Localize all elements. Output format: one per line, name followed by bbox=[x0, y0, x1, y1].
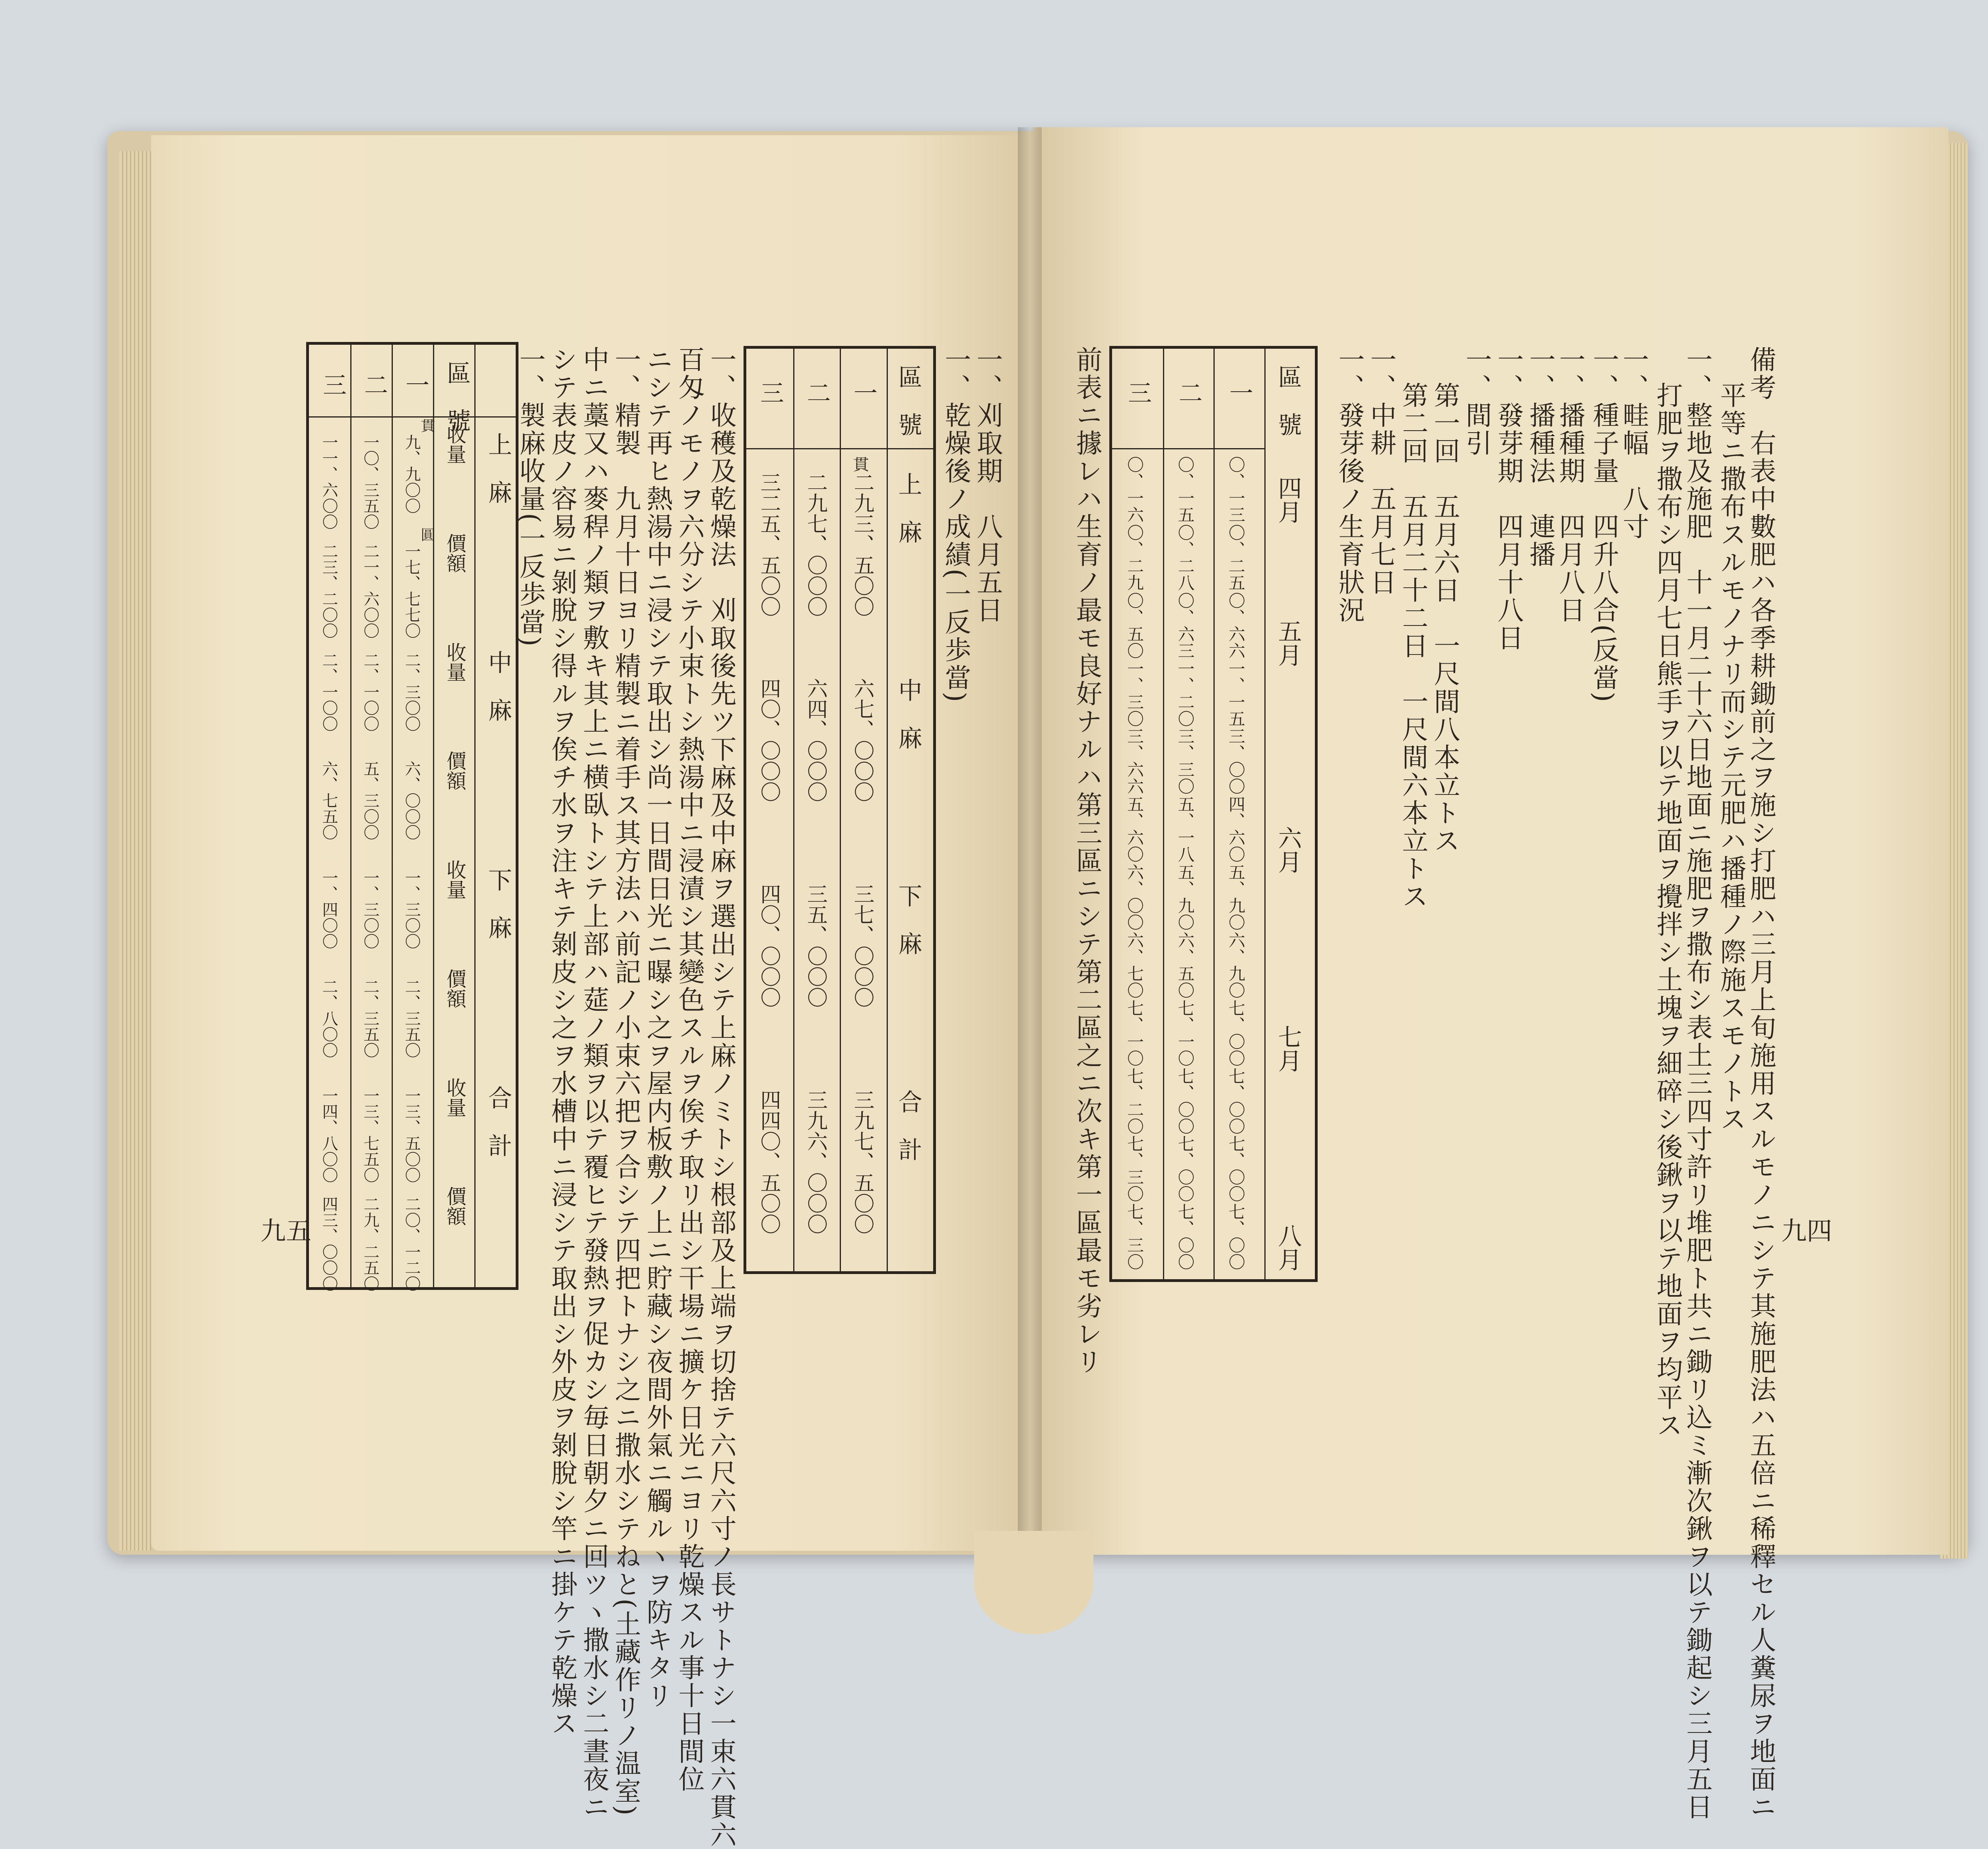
column-header: 中 麻 bbox=[894, 678, 922, 750]
yield-value: 二九、二五〇 bbox=[361, 1196, 379, 1292]
table-divider bbox=[1112, 448, 1264, 449]
right-text-line: 一、發芽期 四月十八日 bbox=[1493, 346, 1524, 652]
page-fold bbox=[974, 1531, 1093, 1634]
right-text-line: 打肥ヲ撒布シ四月七日熊手ヲ以テ地面ヲ攪拌シ土塊ヲ細碎シ後鍬ヲ以テ地面ヲ均平ス bbox=[1652, 382, 1683, 1439]
right-text-line: 平等ニ撒布スルモノナリ而シテ元肥ハ播種ノ際施スモノトス bbox=[1716, 382, 1746, 1133]
harvest-value: 三五、〇〇〇 bbox=[803, 884, 827, 1008]
growth-value: 七、二〇 bbox=[1125, 1067, 1144, 1134]
column-header: 合 計 bbox=[894, 1089, 922, 1161]
growth-value: 七、一〇 bbox=[1175, 999, 1195, 1066]
harvest-value: 二九三、五〇〇 bbox=[850, 472, 874, 617]
yield-value: 一、四〇〇 bbox=[320, 870, 338, 949]
table-divider bbox=[887, 349, 888, 1271]
harvest-value: 四〇、〇〇〇 bbox=[757, 678, 780, 802]
book-gutter bbox=[1018, 127, 1042, 1606]
growth-value: 七、三〇 bbox=[1125, 1135, 1144, 1202]
growth-value: 一、二〇 bbox=[1175, 660, 1195, 727]
group-header: 下 麻 bbox=[484, 868, 512, 939]
closing-line: 前表ニ據レハ生育ノ最モ良好ナルハ第三區ニシテ第二區之ニ次キ第一區最モ劣レリ bbox=[1072, 346, 1102, 1376]
yield-value: 二〇、一二〇 bbox=[402, 1196, 421, 1292]
yield-value: 二、一〇〇 bbox=[361, 652, 379, 732]
yield-value: 一七、七七〇 bbox=[402, 543, 421, 639]
unit-label: 貫 bbox=[850, 456, 869, 472]
table-divider bbox=[392, 345, 393, 1287]
left-page-number: 九五 bbox=[260, 1217, 311, 1246]
sub-header: 收量 bbox=[443, 642, 466, 682]
right-text-line: 第一回 五月六日 一尺間八本立トス bbox=[1429, 382, 1460, 855]
unit-label: 貫 bbox=[419, 418, 435, 433]
growth-value: 〇、六三 bbox=[1175, 592, 1195, 659]
right-text-line: 第二回 五月二十二日 一尺間六本立トス bbox=[1398, 382, 1428, 911]
yield-value: 五、三〇〇 bbox=[361, 761, 379, 841]
right-text-line: 一、畦幅 八寸 bbox=[1618, 346, 1649, 541]
yield-value: 一、三〇〇 bbox=[361, 870, 379, 949]
ku-label: 三 bbox=[1124, 381, 1152, 404]
sub-header: 價額 bbox=[443, 1186, 466, 1226]
growth-value: 五、一八 bbox=[1175, 796, 1195, 863]
right-text-line: 一、中耕 五月七日 bbox=[1366, 346, 1396, 596]
ku-label: 一 bbox=[402, 373, 429, 396]
left-text-line: シテ表皮ノ容易ニ剝脫シ得ルヲ俟チ水ヲ注キテ剝皮シ之ヲ水槽中ニ浸シテ取出シ外皮ヲ剝脫シ竿ニ掛ケテ乾燥ス bbox=[547, 346, 577, 1738]
harvest-value: 三二五、五〇〇 bbox=[757, 472, 780, 617]
yield-value: 二、三五〇 bbox=[361, 978, 379, 1058]
yield-value: 一、三〇〇 bbox=[402, 870, 421, 949]
right-text-line: 備考 右表中數肥ハ各季耕鋤前之ヲ施シ打肥ハ三月上旬施用スルモノニシテ其施肥法ハ五倍ニ稀釋セル人糞尿ヲ地面ニ bbox=[1745, 346, 1776, 1821]
growth-value: 六、九〇 bbox=[1226, 931, 1246, 998]
yield-value: 四三、〇〇〇 bbox=[320, 1196, 338, 1292]
growth-value: 七、〇〇 bbox=[1226, 999, 1246, 1066]
ku-header: 區 號 bbox=[443, 361, 471, 432]
growth-value: 七、〇〇 bbox=[1226, 1067, 1246, 1134]
yield-value: 六、〇〇〇 bbox=[402, 761, 421, 841]
table-divider bbox=[474, 345, 476, 1287]
growth-value: 〇、一五 bbox=[1175, 456, 1195, 523]
unit-label: 圓 bbox=[419, 527, 435, 542]
right-text-line: 一、播種期 四月八日 bbox=[1555, 346, 1585, 624]
yield-value: 一〇、三五〇 bbox=[361, 434, 379, 530]
right-text-line: 一、種子量 四升八合(反當) bbox=[1588, 346, 1619, 704]
growth-value: 〇、六六 bbox=[1226, 592, 1246, 659]
growth-value: 〇、二八 bbox=[1175, 524, 1195, 591]
growth-value: 七、〇〇 bbox=[1226, 1135, 1246, 1202]
growth-value: 三、三〇 bbox=[1175, 728, 1195, 795]
table-divider bbox=[350, 345, 351, 1287]
sub-header: 價額 bbox=[443, 968, 466, 1008]
yield-value: 九、九〇〇 bbox=[402, 434, 421, 514]
left-text-line: 中ニ藁又ハ麥稈ノ類ヲ敷キ其上ニ横臥トシテ上部ハ莚ノ類ヲ以テ覆ヒテ發熱ヲ促カシ毎日朝夕ニ回ツヽ撒水シ二晝夜ニ bbox=[579, 346, 609, 1821]
group-header: 上 麻 bbox=[484, 432, 512, 504]
ku-label: 二 bbox=[1175, 381, 1203, 404]
left-text-line: 百匁ノモノヲ六分シテ小束トシ熱湯中ニ浸漬シ其變色スルヲ俟チ取リ出シ干場ニ擴ケ日光ニヨリ乾燥スル事十日間位 bbox=[674, 346, 705, 1793]
right-text-line: 一、間引 bbox=[1461, 346, 1492, 457]
ku-label: 三 bbox=[319, 373, 347, 396]
yield-value: 二、三〇〇 bbox=[402, 652, 421, 732]
harvest-value: 六七、〇〇〇 bbox=[850, 678, 874, 802]
growth-value: 六、七〇 bbox=[1125, 931, 1144, 998]
yield-value: 一四、八〇〇 bbox=[320, 1087, 338, 1183]
growth-value: 七、〇〇 bbox=[1175, 1135, 1195, 1202]
yield-value: 一三、七五〇 bbox=[361, 1087, 379, 1183]
yield-value: 二、三五〇 bbox=[402, 978, 421, 1058]
group-header: 中 麻 bbox=[484, 650, 512, 722]
table-divider bbox=[309, 416, 516, 418]
growth-value: 〇、一六 bbox=[1125, 456, 1144, 523]
left-text-line: 一、製麻收量(一反歩當) bbox=[515, 346, 546, 648]
ku-header: 區 號 bbox=[1274, 365, 1302, 436]
month-header: 七月 bbox=[1274, 1025, 1302, 1072]
ku-label: 一 bbox=[1225, 381, 1253, 404]
left-text-line: ニシテ再ヒ熱湯中ニ浸シテ取出シ尚一日間日光ニ曝シ之ヲ屋内板敷ノ上ニ貯藏シ夜間外氣ニ觸ルヽヲ防キタリ bbox=[642, 346, 673, 1710]
left-text-line: 一、收穫及乾燥法 刈取後先ツ下麻及中麻ヲ選出シテ上麻ノミトシ根部及上端ヲ切捨テ六尺六寸ノ長サトナシ一束六貫六 bbox=[706, 346, 736, 1849]
column-header: 上 麻 bbox=[894, 472, 922, 544]
ku-label: 三 bbox=[756, 381, 784, 404]
harvest-value: 六四、〇〇〇 bbox=[803, 678, 827, 802]
left-text-line: 一、乾燥後ノ成績(一反歩當) bbox=[940, 346, 971, 704]
ku-label: 一 bbox=[850, 381, 878, 404]
growth-value: 〇、二九 bbox=[1125, 524, 1144, 591]
growth-table bbox=[1109, 346, 1318, 1282]
sub-header: 收量 bbox=[443, 1077, 466, 1117]
growth-value: 五、六〇 bbox=[1125, 796, 1144, 863]
growth-value: 七、一〇 bbox=[1125, 999, 1144, 1066]
month-header: 六月 bbox=[1274, 826, 1302, 874]
page-edges-left bbox=[119, 151, 151, 1551]
growth-value: 七、〇〇 bbox=[1226, 1203, 1246, 1270]
right-text-line: 一、播種法 連播 bbox=[1525, 346, 1555, 569]
right-text-line: 一、發芽後ノ生育狀況 bbox=[1334, 346, 1365, 624]
harvest-table bbox=[744, 346, 936, 1274]
harvest-value: 三九七、五〇〇 bbox=[850, 1089, 874, 1234]
column-header: 下 麻 bbox=[894, 884, 922, 955]
growth-value: 五、九〇 bbox=[1175, 864, 1195, 930]
yield-value: 二、八〇〇 bbox=[320, 978, 338, 1058]
growth-value: 四、六〇 bbox=[1226, 796, 1246, 863]
sub-header: 收量 bbox=[443, 860, 466, 899]
ku-label: 二 bbox=[360, 373, 388, 396]
yield-value: 二、一〇〇 bbox=[320, 652, 338, 732]
harvest-value: 四四〇、五〇〇 bbox=[757, 1089, 780, 1234]
harvest-value: 三九六、〇〇〇 bbox=[803, 1089, 827, 1234]
growth-value: 六、〇〇 bbox=[1125, 864, 1144, 930]
growth-value: 三、〇〇 bbox=[1226, 728, 1246, 795]
month-header: 五月 bbox=[1274, 619, 1302, 667]
table-divider bbox=[433, 345, 434, 1287]
yield-value: 一一、六〇〇 bbox=[320, 434, 338, 530]
growth-value: 五、九〇 bbox=[1226, 864, 1246, 930]
yield-table bbox=[306, 342, 518, 1290]
left-text-line: 一、精製 九月十日ヨリ精製ニ着手ス其方法ハ前記ノ小束六把ヲ合シテ四把トナシ之ニ撒水シテねと(土藏作リノ温室) bbox=[610, 346, 641, 1817]
yield-value: 六、七五〇 bbox=[320, 761, 338, 841]
right-text-line: 一、整地及施肥 十一月二十六日地面ニ施肥ヲ撒布シ表土三四寸許リ堆肥ト共ニ鋤リ込ミ漸次鍬ヲ以テ鋤起シ三月五日 bbox=[1682, 346, 1712, 1821]
ku-label: 二 bbox=[803, 381, 831, 404]
right-page-number: 九四 bbox=[1781, 1217, 1832, 1246]
growth-value: 一、三〇 bbox=[1125, 660, 1144, 727]
left-text-line: 一、刈取期 八月五日 bbox=[972, 346, 1003, 624]
growth-value: 三、六六 bbox=[1125, 728, 1144, 795]
yield-value: 二一、六〇〇 bbox=[361, 543, 379, 639]
table-divider bbox=[793, 349, 794, 1271]
harvest-value: 三七、〇〇〇 bbox=[850, 884, 874, 1008]
growth-value: 〇、二五 bbox=[1226, 524, 1246, 591]
yield-value: 一三、五〇〇 bbox=[402, 1087, 421, 1183]
ku-header: 區 號 bbox=[894, 365, 922, 436]
harvest-value: 二九七、〇〇〇 bbox=[803, 472, 827, 617]
sub-header: 收量 bbox=[443, 424, 466, 464]
month-header: 四月 bbox=[1274, 476, 1302, 524]
sub-header: 價額 bbox=[443, 533, 466, 573]
growth-value: 七、三〇 bbox=[1125, 1203, 1144, 1270]
growth-value: 〇、一三 bbox=[1226, 456, 1246, 523]
table-divider bbox=[1163, 349, 1164, 1279]
month-header: 八月 bbox=[1274, 1224, 1302, 1271]
table-divider bbox=[746, 448, 933, 449]
growth-value: 一、一五 bbox=[1226, 660, 1246, 727]
table-divider bbox=[840, 349, 841, 1271]
harvest-value: 四〇、〇〇〇 bbox=[757, 884, 780, 1008]
group-header: 合 計 bbox=[484, 1085, 512, 1157]
table-divider bbox=[1213, 349, 1215, 1279]
sub-header: 價額 bbox=[443, 751, 466, 791]
yield-value: 二三、二〇〇 bbox=[320, 543, 338, 639]
growth-value: 七、〇〇 bbox=[1175, 1067, 1195, 1134]
growth-value: 七、〇〇 bbox=[1175, 1203, 1195, 1270]
growth-value: 六、五〇 bbox=[1175, 931, 1195, 998]
growth-value: 〇、五〇 bbox=[1125, 592, 1144, 659]
